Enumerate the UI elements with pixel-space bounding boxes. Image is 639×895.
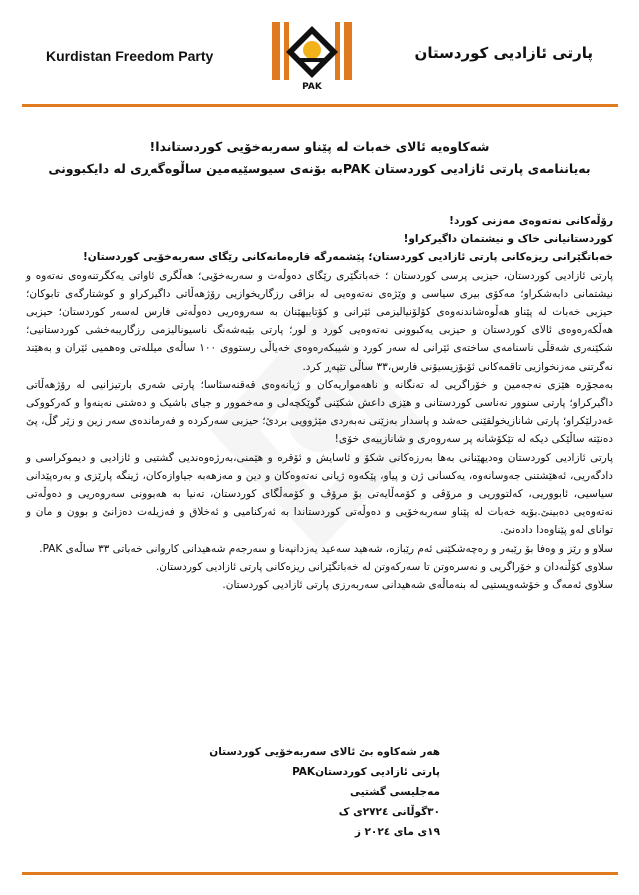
- party-logo: [270, 20, 354, 100]
- signature-council: مەجلیسی گشتیی: [350, 786, 440, 798]
- signature-date-kurdish: ٣٠گوڵانی ٢٧٢٤ی ک: [338, 806, 440, 818]
- body-paragraph: بەمجۆرە هێزی نەجەمین و خۆراگریی لە تەنگانە و ناهەمواریەکان و ژیانەوەی قەقنەسئاسا؛ پارتی شەری بارتیزانیی لە رۆژهەڵاتی داگیرکراو؛ پارتی سنوور نەناسی کوردستانی و هێزی داعش شکێنی گوێکچەلی و مەخموور و جیای باشیک و دەشتی نەینەوا و کەرکووکی غەدرلێکراو؛ پارتی شانازیخولقێنی حەشد و پاسدار بەزێنی نەبەردی مێژوویی بردێ؛ حیزبی سەرکردە و فەرماندەی سەر زین و زێر گڵ، پێ دەنێتە ساڵێکی دیکە لە تێکۆشانە پر سەروەری و شانازییەی خۆی!: [26, 378, 613, 446]
- letterhead: [0, 0, 639, 108]
- header-divider: [22, 104, 618, 107]
- main-title: شەکاوەیە ئالای خەبات لە پێناو سەربەخۆیی کوردستاندا!: [149, 139, 490, 154]
- greeting-line: کوردستانیانی خاک و نیشتمان داگیرکراو!: [403, 233, 613, 246]
- statement-titles: [26, 136, 613, 180]
- signature-date-gregorian: ١٩ی مای ٢٠٢٤ ز: [354, 826, 440, 838]
- signature-block: [200, 742, 440, 842]
- statement-body: [26, 212, 613, 594]
- footer-divider: [22, 872, 618, 875]
- pak-emblem-icon: [270, 20, 354, 82]
- salute-line: سلاوی ئەمەگ و خۆشەویستیی لە بنەماڵەی شەهیدانی سەربەرزی پارتی ئازادیی کوردستان.: [222, 579, 613, 592]
- greeting-line: رۆڵەکانی نەتەوەی مەزنی کورد!: [449, 215, 613, 227]
- logo-label: PAK: [302, 82, 322, 92]
- sub-title: بەیاننامەی پارتی ئازادیی کوردستان PAKبە بۆنەی سیوسێیەمین ساڵوەگەڕی لە دایکبوونی: [48, 161, 591, 176]
- body-paragraph: پارتی ئازادیی کوردستان وەدیهێنانی بەها بەرزەکانی شکۆ و ئاسایش و ئۆقرە و هێمنی،بەرژەوەندیی گشتیی و ئازادیی و دیموکراسی و دادگەریی، ئەهێشتنی جەوسانەوە، یەکسانی ژن و پیاو، پێکەوە ژیانی نەتەوەکان و دین و مەزهەبە جیاوازەکان، ژینگە پارێزی و بەرەپێدانی سیاسیی، ئابووریی، کەلتووریی و مرۆڤی و کۆمەڵایەتی بۆ مرۆڤ و کۆمەڵگای کوردستان، تەنیا بە هەبوونی سەروەریی و دەوڵەتی نەتەوەیی دەبینێ.بۆیە خەبات لە پێناو سەربەخۆیی و دەوڵەتی کوردستاندا بە ئەرکنامیی و ئەخلاق و فەزیلەت دەزانێ و بوون و مان و توانای لەو پێناوەدا دادەنێ.: [26, 451, 613, 537]
- salute-line: سلاو و رێز و وەفا بۆ رێبەر و رەچەشکێنی ئەم رێبازە، شەهید سەعید یەزدانپەنا و سەرجەم شەهیدانی کاروانی خەباتی ٣٣ ساڵەی PAK.: [39, 542, 613, 555]
- party-name-english: Kurdistan Freedom Party: [46, 48, 214, 64]
- party-name-kurdish: پارتی ئازادیی کوردستان: [414, 44, 593, 62]
- greeting-line: خەباتگێرانی ریزەکانی پارتی ئازادیی کوردستان؛ پێشمەرگە قارەمانەکانی رێگای سەربەخۆیی کوردستان!: [82, 251, 613, 264]
- body-paragraph: پارتی ئازادیی کوردستان، حیزبی پرسی کوردستان ؛ خەباتگێری رێگای دەوڵەت و سەربەخۆیی؛ هەڵگری ئاواتی یەکگرتنەوەی نەتەوە و نیشتمانی دابەشکراو؛ مەکۆی بیری سیاسی و وێژەی نەتەوەیی لە بزاڤی رزگاریخوازیی رۆژهەڵاتی داگیرکراو و کوشتارگەی تابوکان؛ حیزبی خەبات لە پێناو هەڵوەشاندنەوەی کۆلۆنیالیزمی ئێرانی و کۆتاییهێنان بە سەروەریی دەوڵەتی فارس لەسەر کوردستان؛ حیزبی هەڵکەرەوەی ئالای کوردستان و حیزبی یەکبوونی نەتەوەیی کورد و لور؛ پارتی بێبەشەنگ ناسیونالیزمی رزگاریبەخشی کوردستانیی؛ شکێنەری شەقڵی ناسنامەی ساختەی ئێرانی لە سەر کورد و شیبکەرەوەی خەیاڵی رستووی ١٠٠ ساڵەی میللەتی وەهمیی ئێران و بەهێند نەگرتنی مەزنخوازیی تاقمەکانی ئۆبۆزیسیۆنی فارس،٣٣ ساڵی تێپەڕ کرد.: [26, 269, 613, 373]
- signature-slogan: هەر شەکاوە بێ ئالای سەربەخۆیی کوردستان: [209, 746, 440, 758]
- salute-line: سلاوی کۆڵنەدان و خۆراگریی و نەسرەوتن تا سەرکەوتن لە خەباتگێرانی ریزەکانی پارتی ئازادیی کوردستان.: [155, 560, 613, 573]
- signature-party: پارتی ئازادیی کوردستانPAK: [292, 766, 440, 778]
